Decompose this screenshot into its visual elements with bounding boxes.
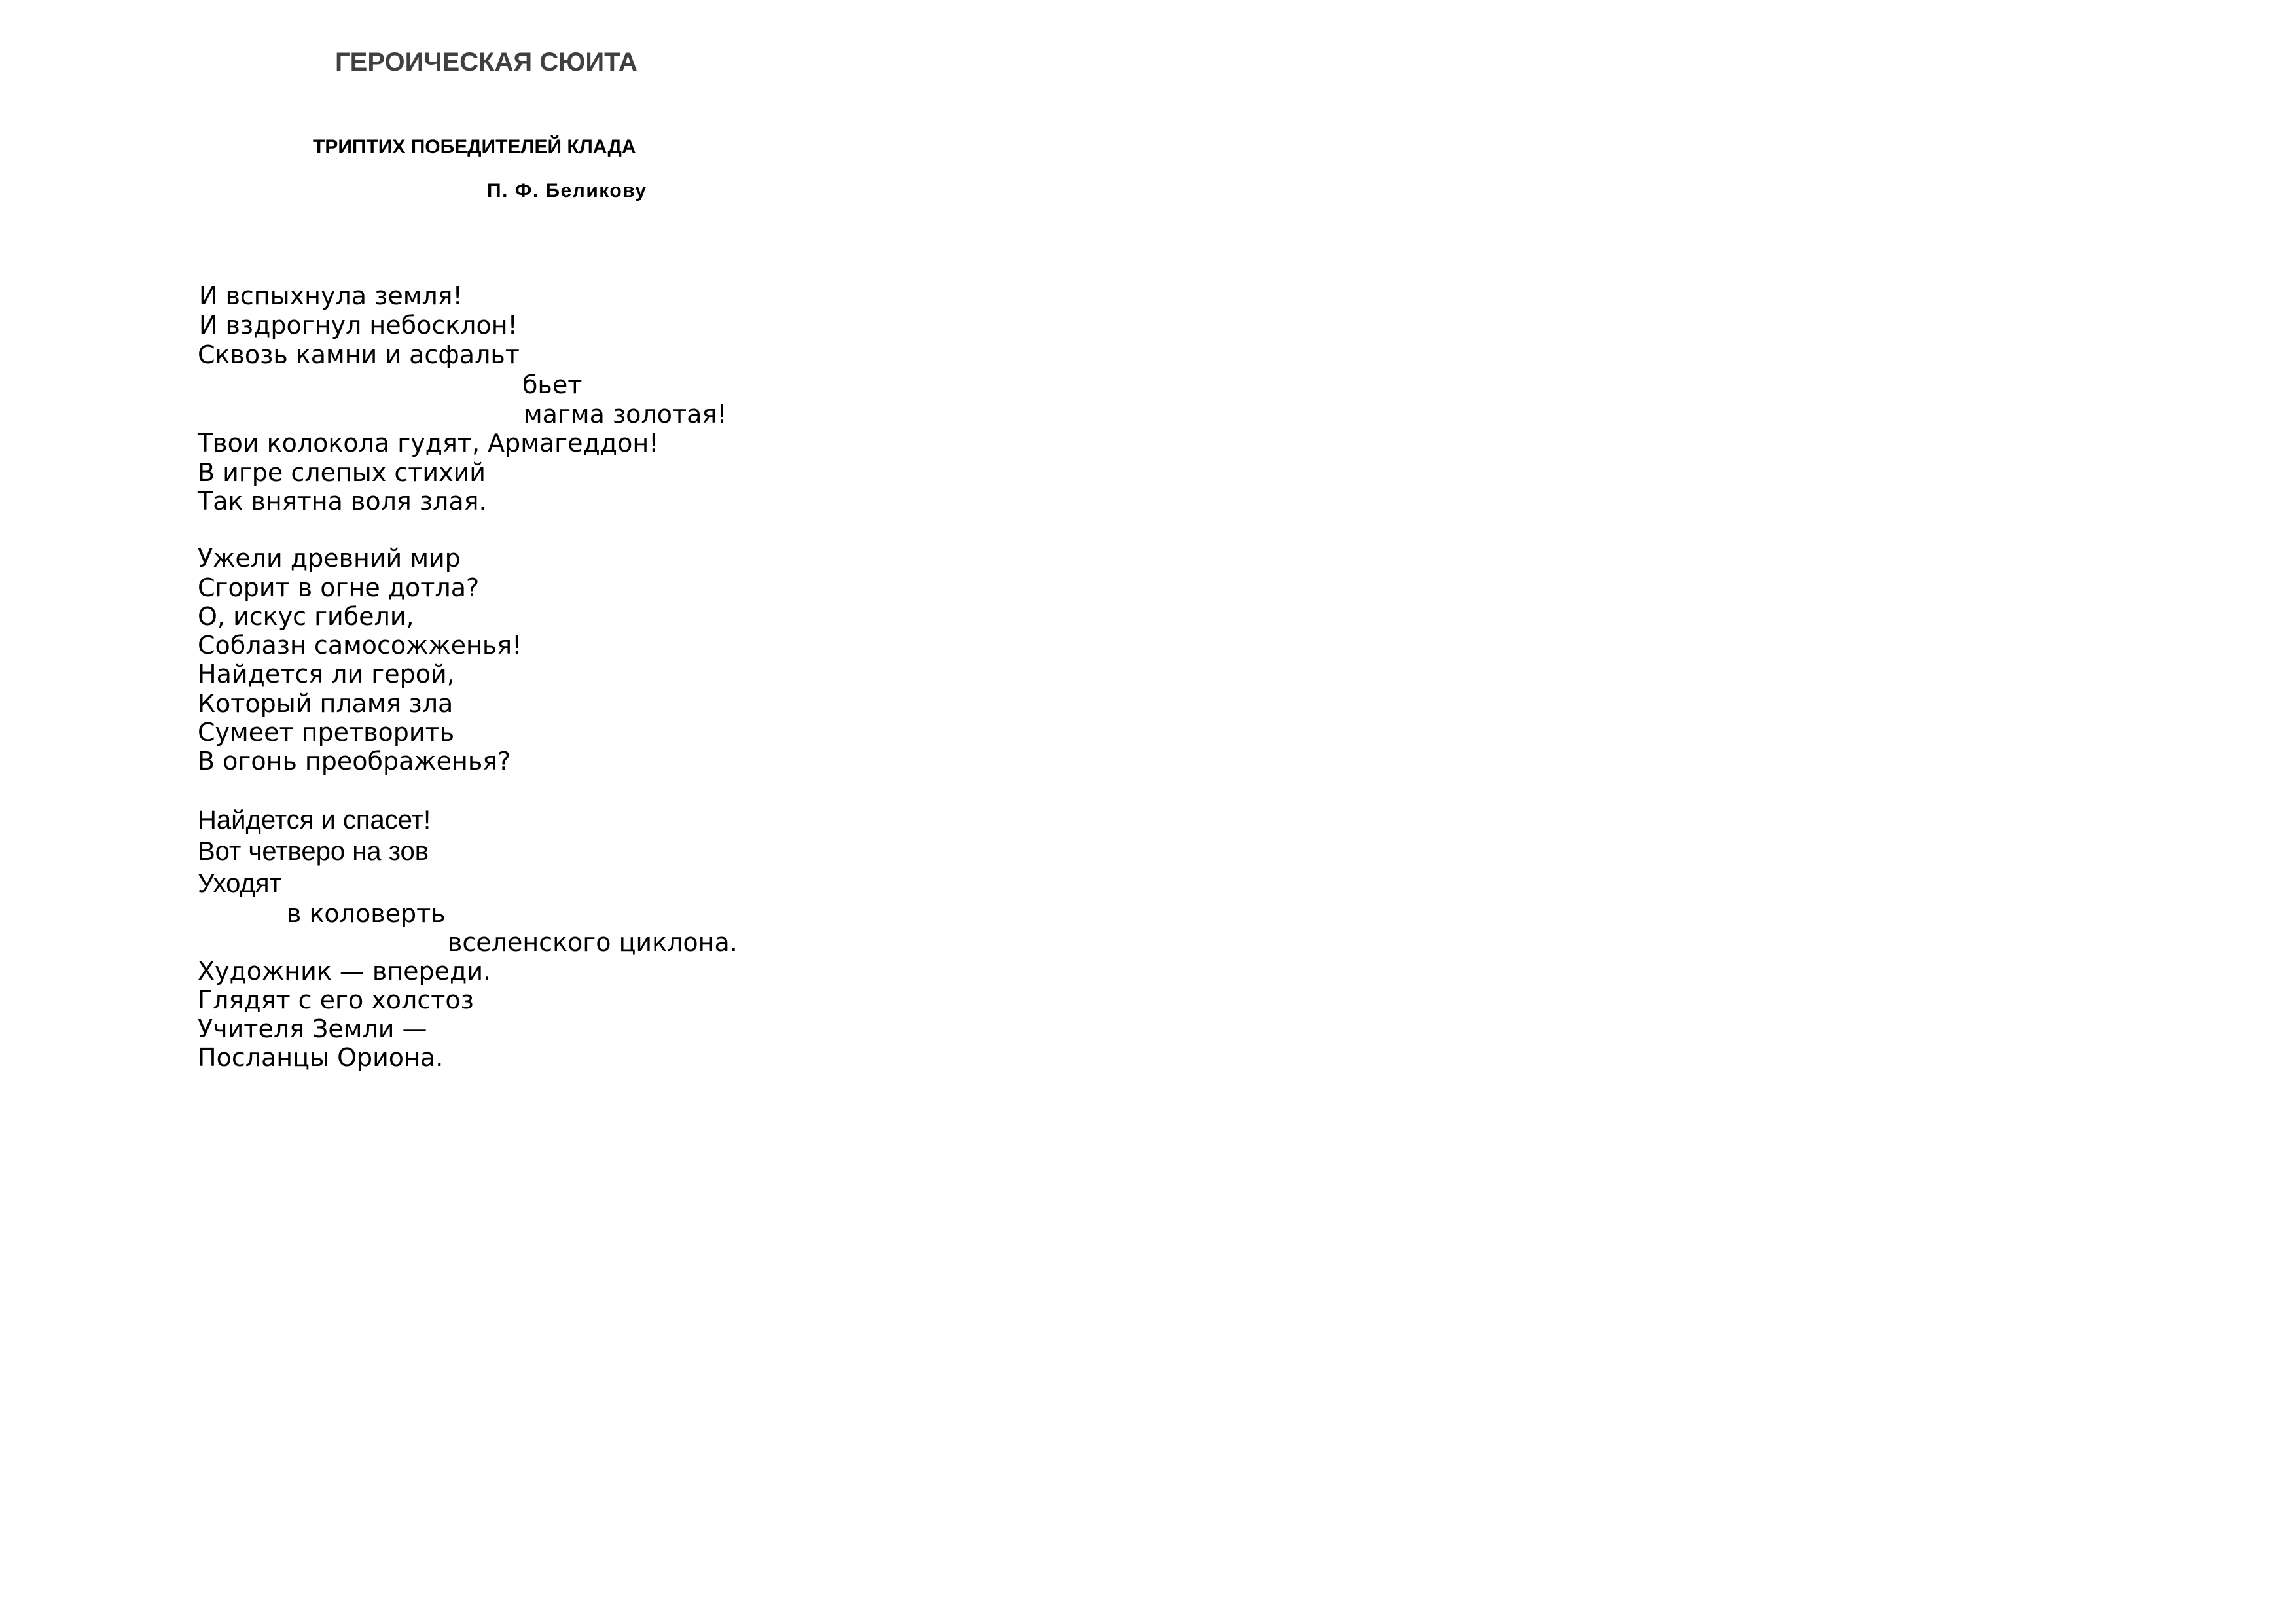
poem-line: бьет xyxy=(522,370,583,399)
poem-line: И вздрогнул небосклон! xyxy=(199,311,518,340)
poem-line: Сгорит в огне дотла? xyxy=(198,573,480,602)
poem-line: Глядят с его холстоз xyxy=(198,986,474,1014)
poem-title: ГЕРОИЧЕСКАЯ СЮИТА xyxy=(335,48,637,77)
poem-subtitle: ТРИПТИХ ПОБЕДИТЕЛЕЙ КЛАДА xyxy=(313,136,636,158)
poem-line: Посланцы Ориона. xyxy=(198,1043,444,1072)
poem-line: Учителя Земли — xyxy=(198,1014,427,1043)
poem-line: О, искус гибели, xyxy=(198,602,414,631)
poem-line: Твои колокола гудят, Армагеддон! xyxy=(198,429,659,457)
poem-line: Уходят xyxy=(198,869,281,898)
poem-line: Найдется ли герой, xyxy=(198,660,455,688)
poem-line: Сумеет претворить xyxy=(198,718,455,747)
poem-line: вселенского циклона. xyxy=(448,928,738,957)
poem-line: В игре слепых стихий xyxy=(198,458,486,487)
poem-line: в коловерть xyxy=(287,899,446,928)
poem-line: Художник — впереди. xyxy=(198,957,492,986)
poem-line: Сквозь камни и асфальт xyxy=(198,340,520,369)
poem-line: Который пламя зла xyxy=(198,689,454,718)
poem-line: магма золотая! xyxy=(524,400,727,429)
poem-line: Ужели древний мир xyxy=(198,544,461,573)
poem-line: Соблазн самосожженья! xyxy=(198,631,522,660)
poem-line: В огонь преображенья? xyxy=(198,747,511,776)
poem-line: Вот четверо на зов xyxy=(198,837,429,866)
poem-line: И вспыхнула земля! xyxy=(199,281,463,310)
poem-dedication: П. Ф. Беликову xyxy=(487,180,647,202)
poem-line: Найдется и спасет! xyxy=(198,806,431,834)
poem-line: Так внятна воля злая. xyxy=(198,487,487,516)
